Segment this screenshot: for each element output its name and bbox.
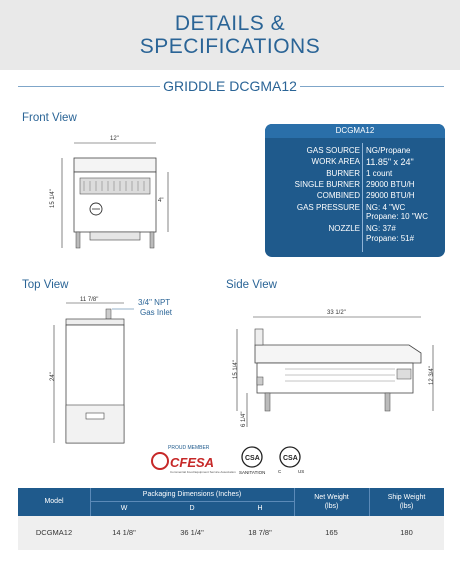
model-title: GRIDDLE DCGMA12 xyxy=(163,78,297,94)
front-leg-right xyxy=(150,232,154,248)
th-packaging: Packaging Dimensions (Inches) xyxy=(142,491,242,498)
top-width-label: 11 7/8" xyxy=(80,297,99,303)
side-body xyxy=(257,363,413,393)
top-knob-slot xyxy=(86,413,104,419)
spec-value: 29000 BTU/H xyxy=(366,191,415,200)
spec-label: WORK AREA xyxy=(311,157,360,166)
spec-box xyxy=(265,124,445,257)
certification-logos xyxy=(148,440,318,480)
packaging-table xyxy=(18,488,444,550)
spec-value: 1 count xyxy=(366,169,393,178)
spec-label: NOZZLE xyxy=(328,224,360,233)
table-header xyxy=(18,488,444,516)
th-net: Net Weight xyxy=(314,494,349,501)
spec-value: 29000 BTU/H xyxy=(366,180,415,189)
top-depth-label: 24" xyxy=(50,372,56,381)
side-depth-label: 33 1/2" xyxy=(327,310,346,316)
gas-inlet-line2: Gas Inlet xyxy=(140,308,173,317)
th-h: H xyxy=(257,505,263,512)
td-model: DCGMA12 xyxy=(35,528,73,537)
gas-inlet-line1: 3/4" NPT xyxy=(138,298,171,307)
side-view-heading: Side View xyxy=(226,279,277,291)
spec-label: COMBINED xyxy=(316,191,360,200)
th-d: D xyxy=(189,505,195,512)
front-backsplash xyxy=(74,158,156,172)
gas-inlet-label xyxy=(138,298,172,318)
spec-value: Propane: 10 "WC xyxy=(366,212,428,221)
csa-us-logo-text: CSA xyxy=(283,455,298,462)
cfesa-logo-icon xyxy=(152,453,168,469)
th-ship: Ship Weight xyxy=(387,494,426,501)
side-knob xyxy=(397,369,411,379)
spec-label: SINGLE BURNER xyxy=(294,180,360,189)
top-front-panel xyxy=(66,405,124,443)
spec-value: NG: 37# xyxy=(366,224,396,233)
th-w: W xyxy=(120,505,128,512)
top-view-drawing xyxy=(40,293,140,453)
side-plate xyxy=(255,345,421,363)
top-view-heading: Top View xyxy=(22,279,69,291)
td-net: 165 xyxy=(325,528,338,537)
side-view-drawing xyxy=(225,305,445,440)
side-leg-front xyxy=(385,393,390,411)
cfesa-logo-text: CFESA xyxy=(170,455,215,470)
csa-c-mark: C xyxy=(278,469,282,474)
th-model: Model xyxy=(44,498,64,505)
th-net-unit: (lbs) xyxy=(324,503,339,510)
spec-value: 11.85" x 24" xyxy=(366,157,414,167)
side-right-label: 12 3/4" xyxy=(429,366,435,385)
spec-value: Propane: 51# xyxy=(366,234,415,243)
spec-divider xyxy=(362,143,363,252)
td-ship: 180 xyxy=(400,528,413,537)
spec-value: NG/Propane xyxy=(366,146,411,155)
sanitation-label: SANITATION xyxy=(239,470,266,475)
front-control-panel xyxy=(80,178,150,194)
spec-label: BURNER xyxy=(326,169,360,178)
front-view-heading: Front View xyxy=(22,112,77,124)
th-ship-unit: (lbs) xyxy=(399,503,414,510)
side-backsplash xyxy=(255,329,263,345)
header-title-line1: DETAILS & xyxy=(174,12,286,35)
front-drip-tray xyxy=(90,232,140,240)
csa-sanitation-logo-text: CSA xyxy=(245,455,260,462)
spec-label: GAS PRESSURE xyxy=(296,203,360,212)
spec-title: DCGMA12 xyxy=(265,124,445,138)
front-height-label: 15 1/4" xyxy=(50,189,56,208)
csa-us-mark: US xyxy=(298,469,305,474)
top-gas-inlet xyxy=(106,309,111,319)
side-leg-back xyxy=(265,393,270,411)
cfesa-subtext: Commercial Food Equipment Service Association xyxy=(170,470,236,474)
front-leg-left xyxy=(76,232,80,248)
table-row xyxy=(18,516,444,550)
cfesa-proud-member: PROUD MEMBER xyxy=(168,445,210,451)
front-view-drawing xyxy=(40,130,190,260)
td-h: 18 7/8" xyxy=(248,528,272,537)
header-title-line2: SPECIFICATIONS xyxy=(139,35,321,58)
header-banner xyxy=(0,0,460,70)
front-inner-label: 4" xyxy=(158,198,164,204)
td-w: 14 1/8" xyxy=(112,528,136,537)
spec-label: GAS SOURCE xyxy=(306,146,360,155)
side-height-label: 15 1/4" xyxy=(233,360,239,379)
td-d: 36 1/4" xyxy=(180,528,204,537)
side-leg-label: 6 1/4" xyxy=(241,411,247,427)
top-backsplash xyxy=(66,319,124,325)
front-width-label: 12" xyxy=(110,136,119,142)
side-gas-pipe xyxy=(257,377,263,385)
spec-value: NG: 4 "WC xyxy=(366,203,406,212)
